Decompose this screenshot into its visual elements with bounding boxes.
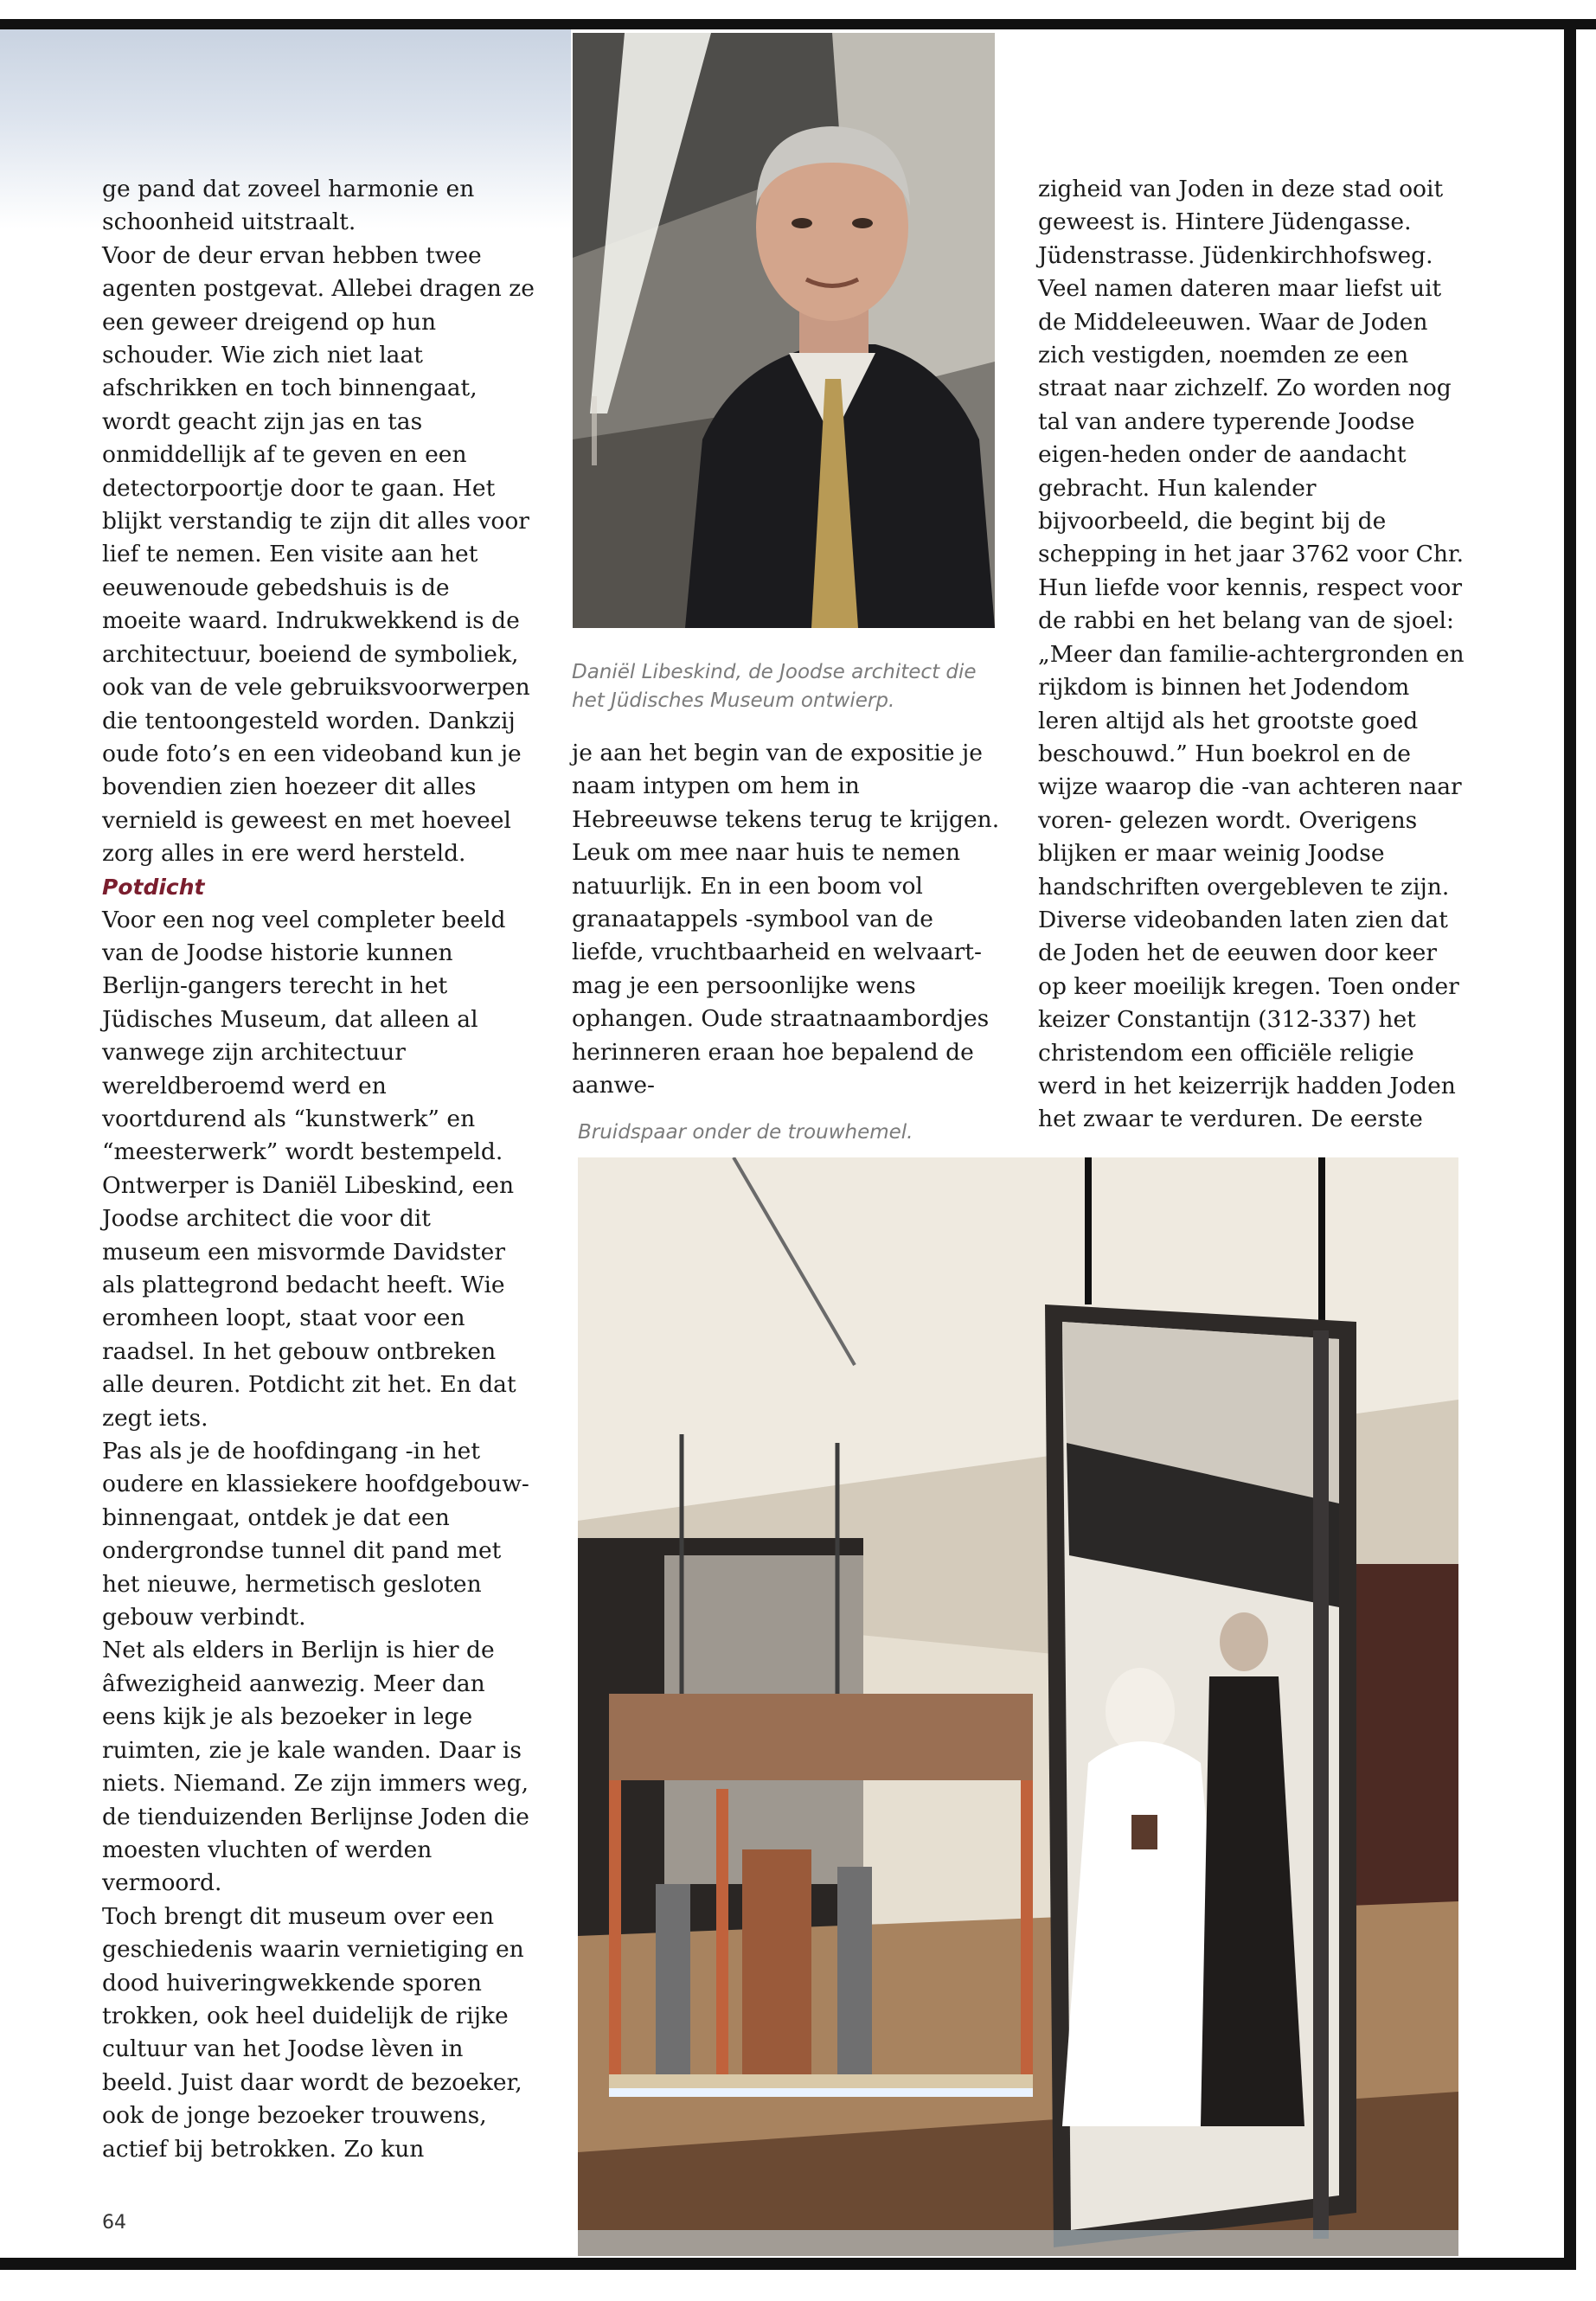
paragraph: je aan het begin van de expositie je naam intypen om hem in Hebreeuwse tekens terug te krijgen. Leuk om mee naar huis te nemen natuurlijk. En in een boom vol granaatappels -symbool van de liefde, vruchtbaarheid en welvaart- mag je een persoonlijke wens ophangen. Oude straatnaambordjes herinneren eraan hoe bepalend de aanwe-	[572, 740, 1000, 1099]
text-column-2	[572, 737, 1004, 1102]
paragraph: ge pand dat zoveel harmonie en schoonheid uitstraalt.	[102, 176, 475, 236]
text-column-1	[102, 173, 535, 2166]
page-frame-top	[0, 19, 1596, 29]
page-frame-bottom	[0, 2258, 1576, 2270]
exhibit-photo	[578, 1157, 1458, 2256]
paragraph: Voor een nog veel completer beeld van de Joodse historie kunnen Berlijn-gangers terecht in het Jüdisches Museum, dat alleen al vanwege zijn architectuur wereldberoemd werd en voortdurend als “kunstwerk” en “meesterwerk” wordt bestempeld. Ontwerper is Daniël Libeskind, een Joodse architect die voor dit museum een misvormde Davidster als plattegrond bedacht heeft. Wie eromheen loopt, staat voor een raadsel. In het gebouw ontbreken alle deuren. Potdicht zit het. En dat zegt iets.	[102, 906, 516, 1432]
text-column-3	[1038, 173, 1471, 1137]
exhibit-caption: Bruidspaar onder de trouwhemel.	[578, 1121, 913, 1144]
portrait-photo-illustration	[573, 33, 995, 628]
paragraph: zigheid van Joden in deze stad ooit geweest is. Hintere Jüdengasse. Jüdenstrasse. Jüdenkirchhofsweg. Veel namen dateren maar liefst uit de Middeleeuwen. Waar de Joden zich vestigden, noemden ze een straat naar zichzelf. Zo worden nog tal van andere typerende Joodse eigen-heden onder de aandacht gebracht. Hun kalender bijvoorbeeld, die begint bij de schepping in het jaar 3762 voor Chr. Hun liefde voor kennis, respect voor de rabbi en het belang van de sjoel: „Meer dan familie-achtergronden en rijkdom is binnen het Jodendom leren altijd als het grootste goed beschouwd.” Hun boekrol en de wijze waarop die -van achteren naar voren- gelezen wordt. Overigens blijken er maar weinig Joodse handschriften overgebleven te zijn. Diverse videobanden laten zien dat de Joden het de eeuwen door keer op keer moeilijk kregen. Toen onder keizer Constantijn (312-337) het christendom een officiële religie werd in het keizerrijk hadden Joden het zwaar te verduren. De eerste	[1038, 176, 1465, 1133]
portrait-photo	[573, 33, 995, 628]
exhibit-photo-illustration	[578, 1157, 1458, 2256]
paragraph: Pas als je de hoofdingang -in het oudere en klassiekere hoofdgebouw- binnengaat, ontdek je dat een ondergrondse tunnel dit pand met het nieuwe, hermetisch gesloten gebouw verbindt.	[102, 1438, 529, 1631]
section-heading: Potdicht	[102, 874, 205, 900]
page-number: 64	[102, 2212, 126, 2234]
magazine-page	[0, 29, 1564, 2258]
paragraph: Voor de deur ervan hebben twee agenten postgevat. Allebei dragen ze een geweer dreigend op hun schouder. Wie zich niet laat afschrikken en toch binnengaat, wordt geacht zijn jas en tas onmiddellijk af te geven en een detectorpoortje door te gaan. Het blijkt verstandig te zijn dit alles voor lief te nemen. Een visite aan het eeuwenoude gebedshuis is de moeite waard. Indrukwekkend is de architectuur, boeiend de symboliek, ook van de vele gebruiksvoorwerpen die tentoongesteld worden. Dankzij oude foto’s en een videoband kun je bovendien zien hoezeer dit alles vernield is geweest en met hoeveel zorg alles in ere werd hersteld.	[102, 241, 535, 868]
portrait-caption: Daniël Libeskind, de Joodse architect die het Jüdisches Museum ontwierp.	[572, 661, 977, 712]
paragraph: Net als elders in Berlijn is hier de âfwezigheid aanwezig. Meer dan eens kijk je als bezoeker in lege ruimten, zie je kale wanden. Daar is niets. Niemand. Ze zijn immers weg, de tienduizenden Berlijnse Joden die moesten vluchten of werden vermoord.	[102, 1637, 529, 1897]
page-frame-right	[1564, 19, 1576, 2266]
paragraph: Toch brengt dit museum over een geschiedenis waarin vernietiging en dood huiveringwekkende sporen trokken, ook heel duidelijk de rijke cultuur van het Joodse lèven in beeld. Juist daar wordt de bezoeker, ook de jonge bezoeker trouwens, actief bij betrokken. Zo kun	[102, 1902, 524, 2163]
